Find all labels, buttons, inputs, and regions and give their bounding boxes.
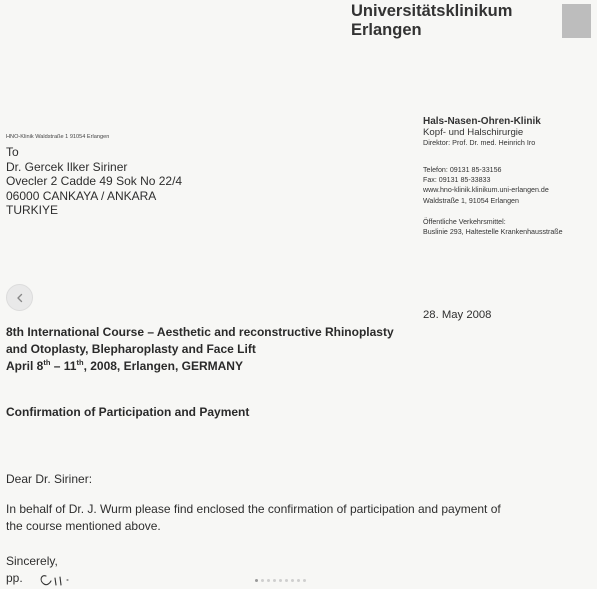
carousel-indicator <box>255 579 306 582</box>
carousel-dot[interactable] <box>279 579 282 582</box>
recipient-street: Ovecler 2 Cadde 49 Sok No 22/4 <box>6 174 183 188</box>
chevron-left-icon <box>15 293 25 303</box>
clinic-department: Kopf- und Halschirurgie <box>423 127 524 138</box>
course-title <box>6 324 394 375</box>
course-dates-sup-end: th <box>76 358 84 367</box>
university-name <box>351 2 512 40</box>
recipient-to: To <box>6 145 19 159</box>
carousel-dot[interactable] <box>261 579 264 582</box>
closing-sincerely: Sincerely, <box>6 554 58 568</box>
body-line1: In behalf of Dr. J. Wurm please find enclosed the confirmation of participation and payment of <box>6 502 501 516</box>
clinic-name: Hals-Nasen-Ohren-Klinik <box>423 116 541 127</box>
letter-subject: Confirmation of Participation and Payment <box>6 405 250 419</box>
recipient-name: Dr. Gercek Ilker Siriner <box>6 159 128 174</box>
carousel-dot[interactable] <box>291 579 294 582</box>
letter-date: 28. May 2008 <box>423 309 492 321</box>
transit-label: Öffentliche Verkehrsmittel: <box>423 218 506 226</box>
recipient-country: TURKIYE <box>6 203 59 217</box>
course-line1: 8th International Course – Aesthetic and reconstructive Rhinoplasty <box>6 325 394 339</box>
carousel-dot[interactable] <box>297 579 300 582</box>
clinic-address: Waldstraße 1, 91054 Erlangen <box>423 196 519 205</box>
clinic-contact <box>423 165 549 206</box>
recipient-address <box>6 145 182 218</box>
carousel-dot[interactable] <box>303 579 306 582</box>
university-name-line1: Universitätsklinikum <box>351 2 513 20</box>
carousel-dot[interactable] <box>273 579 276 582</box>
carousel-dot[interactable] <box>267 579 270 582</box>
clinic-director: Direktor: Prof. Dr. med. Heinrich Iro <box>423 138 536 147</box>
closing-pp: pp. <box>6 571 23 585</box>
course-line2: and Otoplasty, Blepharoplasty and Face Lift <box>6 342 256 356</box>
letter-body <box>6 501 501 535</box>
clinic-info <box>423 116 541 148</box>
carousel-dot[interactable] <box>285 579 288 582</box>
body-line2: the course mentioned above. <box>6 519 161 533</box>
clinic-fax: Fax: 09131 85-33833 <box>423 176 491 185</box>
recipient-city: 06000 CANKAYA / ANKARA <box>6 188 157 203</box>
signature <box>37 570 87 589</box>
course-dates-end: , 2008, Erlangen, GERMANY <box>83 359 243 373</box>
clinic-transit <box>423 217 563 237</box>
transit-info: Buslinie 293, Haltestelle Krankenhausstraße <box>423 228 563 237</box>
course-dates-start: April 8 <box>6 359 44 373</box>
salutation: Dear Dr. Siriner: <box>6 472 93 486</box>
course-dates-sup-start: th <box>43 358 51 367</box>
carousel-dot[interactable] <box>255 579 258 582</box>
clinic-website: www.hno-klinik.klinikum.uni-erlangen.de <box>423 186 549 195</box>
course-dates <box>6 358 394 375</box>
sender-return-address: HNO-Klinik Waldstraße 1 91054 Erlangen <box>6 134 110 140</box>
clinic-phone: Telefon: 09131 85-33156 <box>423 166 502 174</box>
course-dates-mid: – 11 <box>50 359 77 373</box>
university-name-line2: Erlangen <box>351 21 422 39</box>
previous-image-button[interactable] <box>6 284 33 311</box>
logo-mark <box>562 4 591 38</box>
